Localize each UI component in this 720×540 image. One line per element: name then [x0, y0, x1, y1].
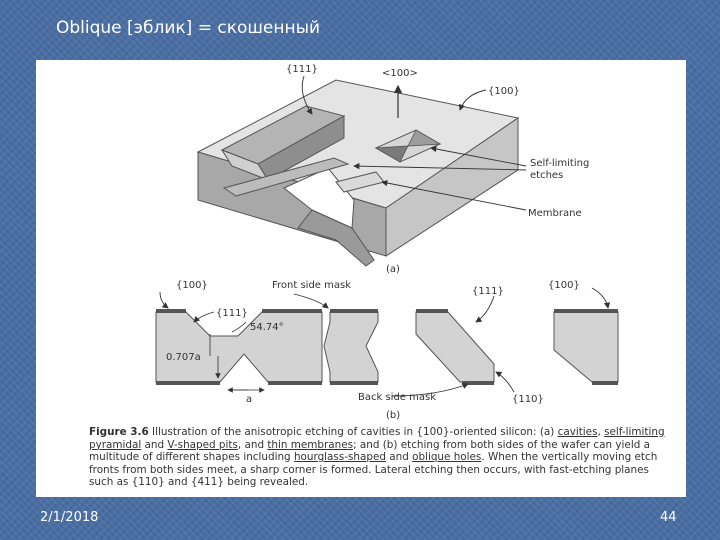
fig-a-label-100: {100} [488, 86, 520, 97]
figure-caption [89, 426, 674, 489]
slide-title: Oblique [эблик] = скошенный [56, 18, 321, 38]
fig-b-label-110: {110} [512, 394, 544, 405]
fig-b-angle-label: 54.74° [250, 322, 284, 333]
figure-caption-label: Figure 3.6 [89, 426, 149, 438]
fig-b-width-label: a [246, 394, 253, 405]
caption-text-3: and [141, 438, 168, 451]
fig-a-self-limiting-line1: Self-limiting [530, 158, 590, 169]
caption-text-1: Illustration of the anisotropic etching of cavities in {100}-oriented silicon: (a) [148, 426, 558, 438]
fig-b-panel-label: (b) [386, 410, 401, 421]
wafer-3d-drawing [198, 76, 526, 266]
caption-term-self-limiting-pyramidal: self-limiting pyramidal [89, 426, 665, 451]
slide-page-number: 44 [660, 510, 677, 525]
fig-b-front-side-mask: Front side mask [272, 280, 352, 291]
caption-term-thin-membranes: thin membranes [267, 438, 354, 451]
fig-b-label-111-right: {111} [472, 286, 504, 297]
caption-term-hourglass-shaped: hourglass-shaped [293, 451, 386, 464]
fig-b-label-100-left: {100} [176, 280, 208, 291]
cross-section-drawings [156, 288, 618, 396]
slide-date: 2/1/2018 [40, 510, 99, 525]
caption-text-2: , [597, 426, 605, 438]
caption-term-cavities: cavities [557, 426, 598, 438]
fig-a-label-111: {111} [286, 64, 318, 75]
fig-b-label-111-left: {111} [216, 308, 248, 319]
fig-b-depth-label: 0.707a [166, 352, 201, 363]
caption-text-6: and [385, 451, 413, 464]
caption-text-4: , and [237, 438, 268, 451]
caption-text-7: . When the vertically moving etch fronts from both sides meet, a sharp corner is formed. Lateral etching then occurs, with fast-etching planes such as {110} and {411} being revealed. [89, 451, 658, 489]
caption-term-v-shaped-pits: V-shaped pits [167, 438, 238, 451]
fig-a-panel-label: (a) [386, 264, 400, 275]
figure-panel [36, 60, 686, 497]
fig-a-membrane-label: Membrane [528, 208, 582, 219]
caption-term-oblique-holes: oblique holes [412, 451, 482, 464]
fig-b-back-side-mask: Back side mask [358, 392, 436, 403]
fig-a-self-limiting-line2: etches [530, 170, 564, 181]
fig-b-label-100-right: {100} [548, 280, 580, 291]
fig-a-label-100-direction: <100> [382, 68, 418, 79]
caption-text-5: ; and (b) etching from both sides of the wafer can yield a multitude of different shapes including [89, 438, 650, 464]
